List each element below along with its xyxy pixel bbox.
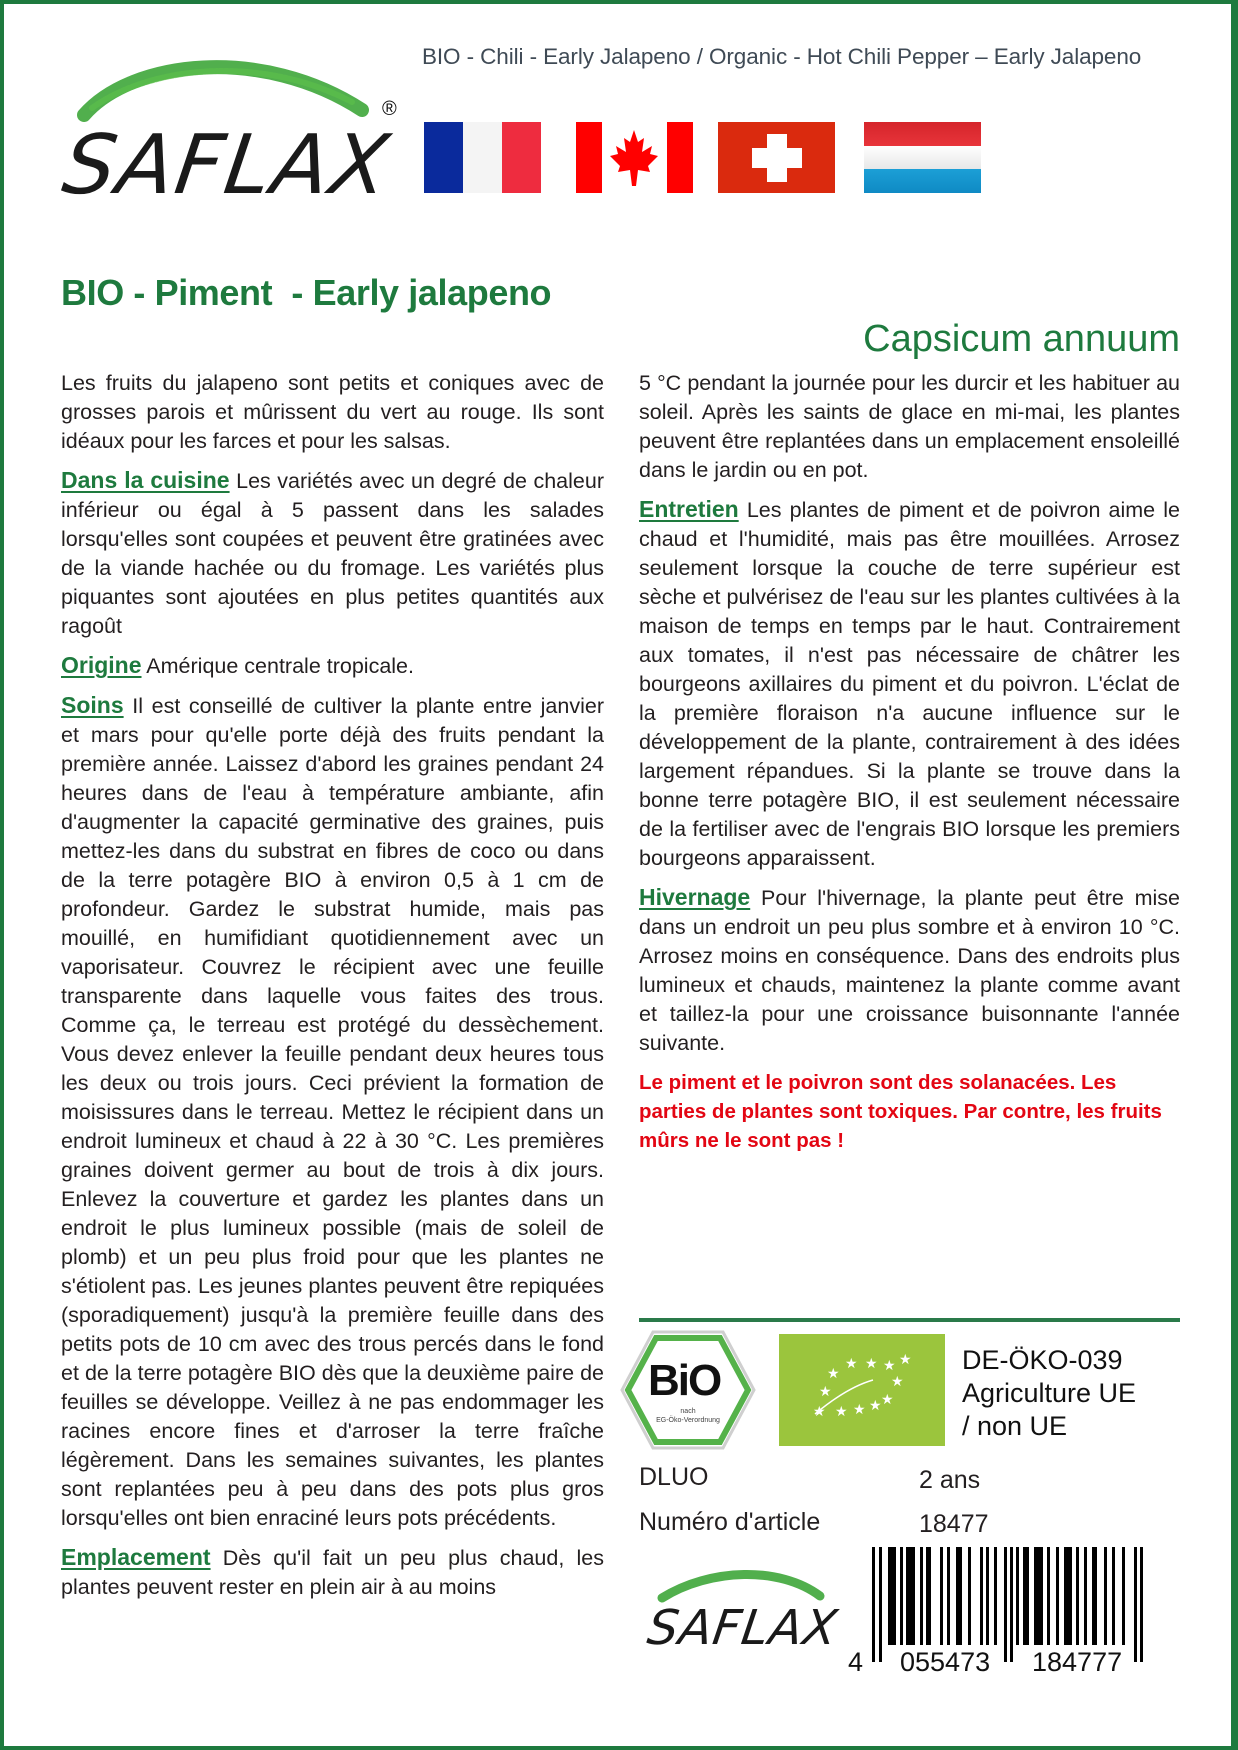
section-emplacement [61,1543,604,1602]
section-hivernage [639,883,1180,1058]
text-hivernage: Pour l'hivernage, la plante peut être mise dans un endroit un peu plus sombre et à environ 10 °C. Arrosez moins en conséquence. Dans des endroits plus lumineux et chauds, maintenez la plante comme avant et taillez-la pour une croissance buisonnante l'année suivante. [639,886,1180,1055]
certification-text [962,1344,1136,1443]
france-flag [424,122,541,193]
svg-text:★: ★ [881,1392,894,1408]
text-cuisine: Les variétés avec un degré de chaleur inférieur ou égal à 5 passent dans les salades lorsqu'elles sont coupées et peuvent être gratinées avec de la viande hachée ou du fromage. Les variétés plus piquantes sont ajoutées en plus petites quantités aux ragoût [61,469,604,638]
saflax-logo [57,40,412,213]
toxicity-warning: Le piment et le poivron sont des solanacées. Les parties de plantes sont toxiques. Par contre, les fruits mûrs ne le sont pas ! [639,1071,1162,1152]
heading-origine: Origine [61,652,142,678]
registered-mark: ® [382,98,397,120]
switzerland-flag [718,122,835,193]
bio-seal-sub1: nach [680,1408,696,1415]
svg-text:★: ★ [899,1352,912,1368]
eu-organic-logo [779,1334,945,1446]
cert-origin-2: / non UE [962,1411,1068,1441]
text-entretien: Les plantes de piment et de poivron aime le chaud et l'humidité, mais pas être mouillées. Arrosez seulement lorsque la couche de terre supérieur est sèche et pulvérisez de l'eau sur les plantes cultivées à la maison de temps en temps par le haut. Contrairement aux tomates, il n'est pas nécessaire de châtrer les bourgeons axillaires du piment et du poivron. L'éclat de la première floraison n'a aucune influence sur le développement de la plante, contrairement à des idées largement répandues. Si la plante se trouve dans la bonne terre potagère BIO, il est seulement nécessaire de la fertiliser avec de l'engrais BIO lorsque les premiers bourgeons apparaissent. [639,498,1180,870]
brand-name: SAFLAX [57,118,396,213]
section-cuisine [61,466,604,641]
barcode-bars-icon [848,1547,1178,1662]
svg-text:★: ★ [883,1358,896,1374]
barcode [848,1547,1178,1692]
maple-leaf-icon [602,122,667,193]
latin-name: Capsicum annuum [863,318,1180,360]
left-column [61,369,604,1612]
text-origine: Amérique centrale tropicale. [141,654,414,678]
svg-text:★: ★ [853,1402,866,1418]
footer-divider [639,1318,1180,1322]
svg-text:★: ★ [835,1404,848,1420]
section-entretien [639,495,1180,873]
section-soins [61,691,604,1533]
svg-text:★: ★ [865,1356,878,1372]
barcode-left-group: 055473 [900,1647,991,1677]
article-number-value: 18477 [919,1510,989,1538]
section-origine [61,651,604,681]
saflax-logo-small [640,1558,860,1668]
brand-name-small: SAFLAX [644,1600,842,1656]
heading-emplacement: Emplacement [61,1544,211,1570]
heading-soins: Soins [61,692,124,718]
barcode-right-group: 184777 [1032,1647,1123,1677]
luxembourg-flag [864,122,981,193]
heading-hivernage: Hivernage [639,884,751,910]
svg-text:★: ★ [891,1374,904,1390]
bio-seal-sub2: EG-Öko-Verordnung [656,1417,720,1424]
intro-paragraph: Les fruits du jalapeno sont petits et coniques avec de grosses parois et mûrissent du vert au rouge. Ils sont idéaux pour les farces et pour les salsas. [61,371,604,453]
heading-cuisine: Dans la cuisine [61,467,230,493]
canada-flag [576,122,693,193]
text-soins: Il est conseillé de cultiver la plante entre janvier et mars pour qu'elle porte déjà des fruits pendant la première année. Laissez d'abord les graines pendant 24 heures dans de l'eau à température ambiante, afin d'augmenter la capacité germinative des graines, puis mettez-les dans du substrat en fibres de coco ou dans de la terre potagère BIO à environ 0,5 à 1 cm de profondeur. Gardez le substrat humide, mais pas mouillé, en humifidiant quotidiennement avec un vaporisateur. Couvrez le récipient avec une feuille transparente dans laquelle vous faites des trous. Comme ça, le terreau est protégé du dessèchement. Vous devez enlever la feuille pendant deux heures tous les deux ou trois jours. Ceci prévient la formation de moisissures dans le terreau. Mettez le récipient dans un endroit lumineux et chaud à 22 à 30 °C. Les premières graines doivent germer au bout de trois à dix jours. Enlevez la couverture et gardez les plantes dans un endroit le plus lumineux possible (mais de soleil de plomb) et un peu plus froid pour que les plantes ne s'étiolent pas. Les jeunes plantes peuvent être repiquées (sporadiquement) jusqu'à la première feuille dans des petits pots de 10 cm avec des trous percés dans le fond et de la terre potagère BIO dès que la deuxième paire de feuilles se développe. Veillez à ne pas endommager les racines encore fines et d'arroser la terre fraîche légèrement. Dans les semaines suivantes, les plantes sont replantées peu à peu dans des pots plus gros lorsqu'elles ont bien enraciné leurs pots précédents. [61,694,604,1530]
dluo-label: DLUO [639,1463,709,1491]
page-title: BIO - Piment - Early jalapeno [61,272,552,313]
svg-text:★: ★ [869,1398,882,1414]
svg-text:★: ★ [813,1404,826,1420]
cert-origin: Agriculture UE [962,1378,1137,1408]
eu-leaf-stars-icon [779,1334,945,1446]
barcode-first-digit: 4 [848,1647,864,1677]
bio-seal-label: BiO [648,1356,721,1405]
text-emplacement-start: Dès qu'il fait un peu plus chaud, les plantes peuvent rester en plein air à au moins [61,1546,604,1599]
cert-code: DE-ÖKO-039 [962,1345,1123,1375]
svg-text:★: ★ [827,1366,840,1382]
heading-entretien: Entretien [639,496,739,522]
bio-seal [618,1328,758,1452]
svg-text:★: ★ [819,1384,832,1400]
dluo-value: 2 ans [919,1466,981,1494]
article-number-label: Numéro d'article [639,1508,821,1536]
text-emplacement-cont: 5 °C pendant la journée pour les durcir et les habituer au soleil. Après les saints de glace en mi-mai, les plantes peuvent être replantées dans un emplacement ensoleillé dans le jardin ou en pot. [639,371,1180,482]
svg-text:★: ★ [845,1356,858,1372]
right-column [639,369,1180,1165]
product-subtitle: BIO - Chili - Early Jalapeno / Organic - Hot Chili Pepper – Early Jalapeno [422,44,1142,69]
